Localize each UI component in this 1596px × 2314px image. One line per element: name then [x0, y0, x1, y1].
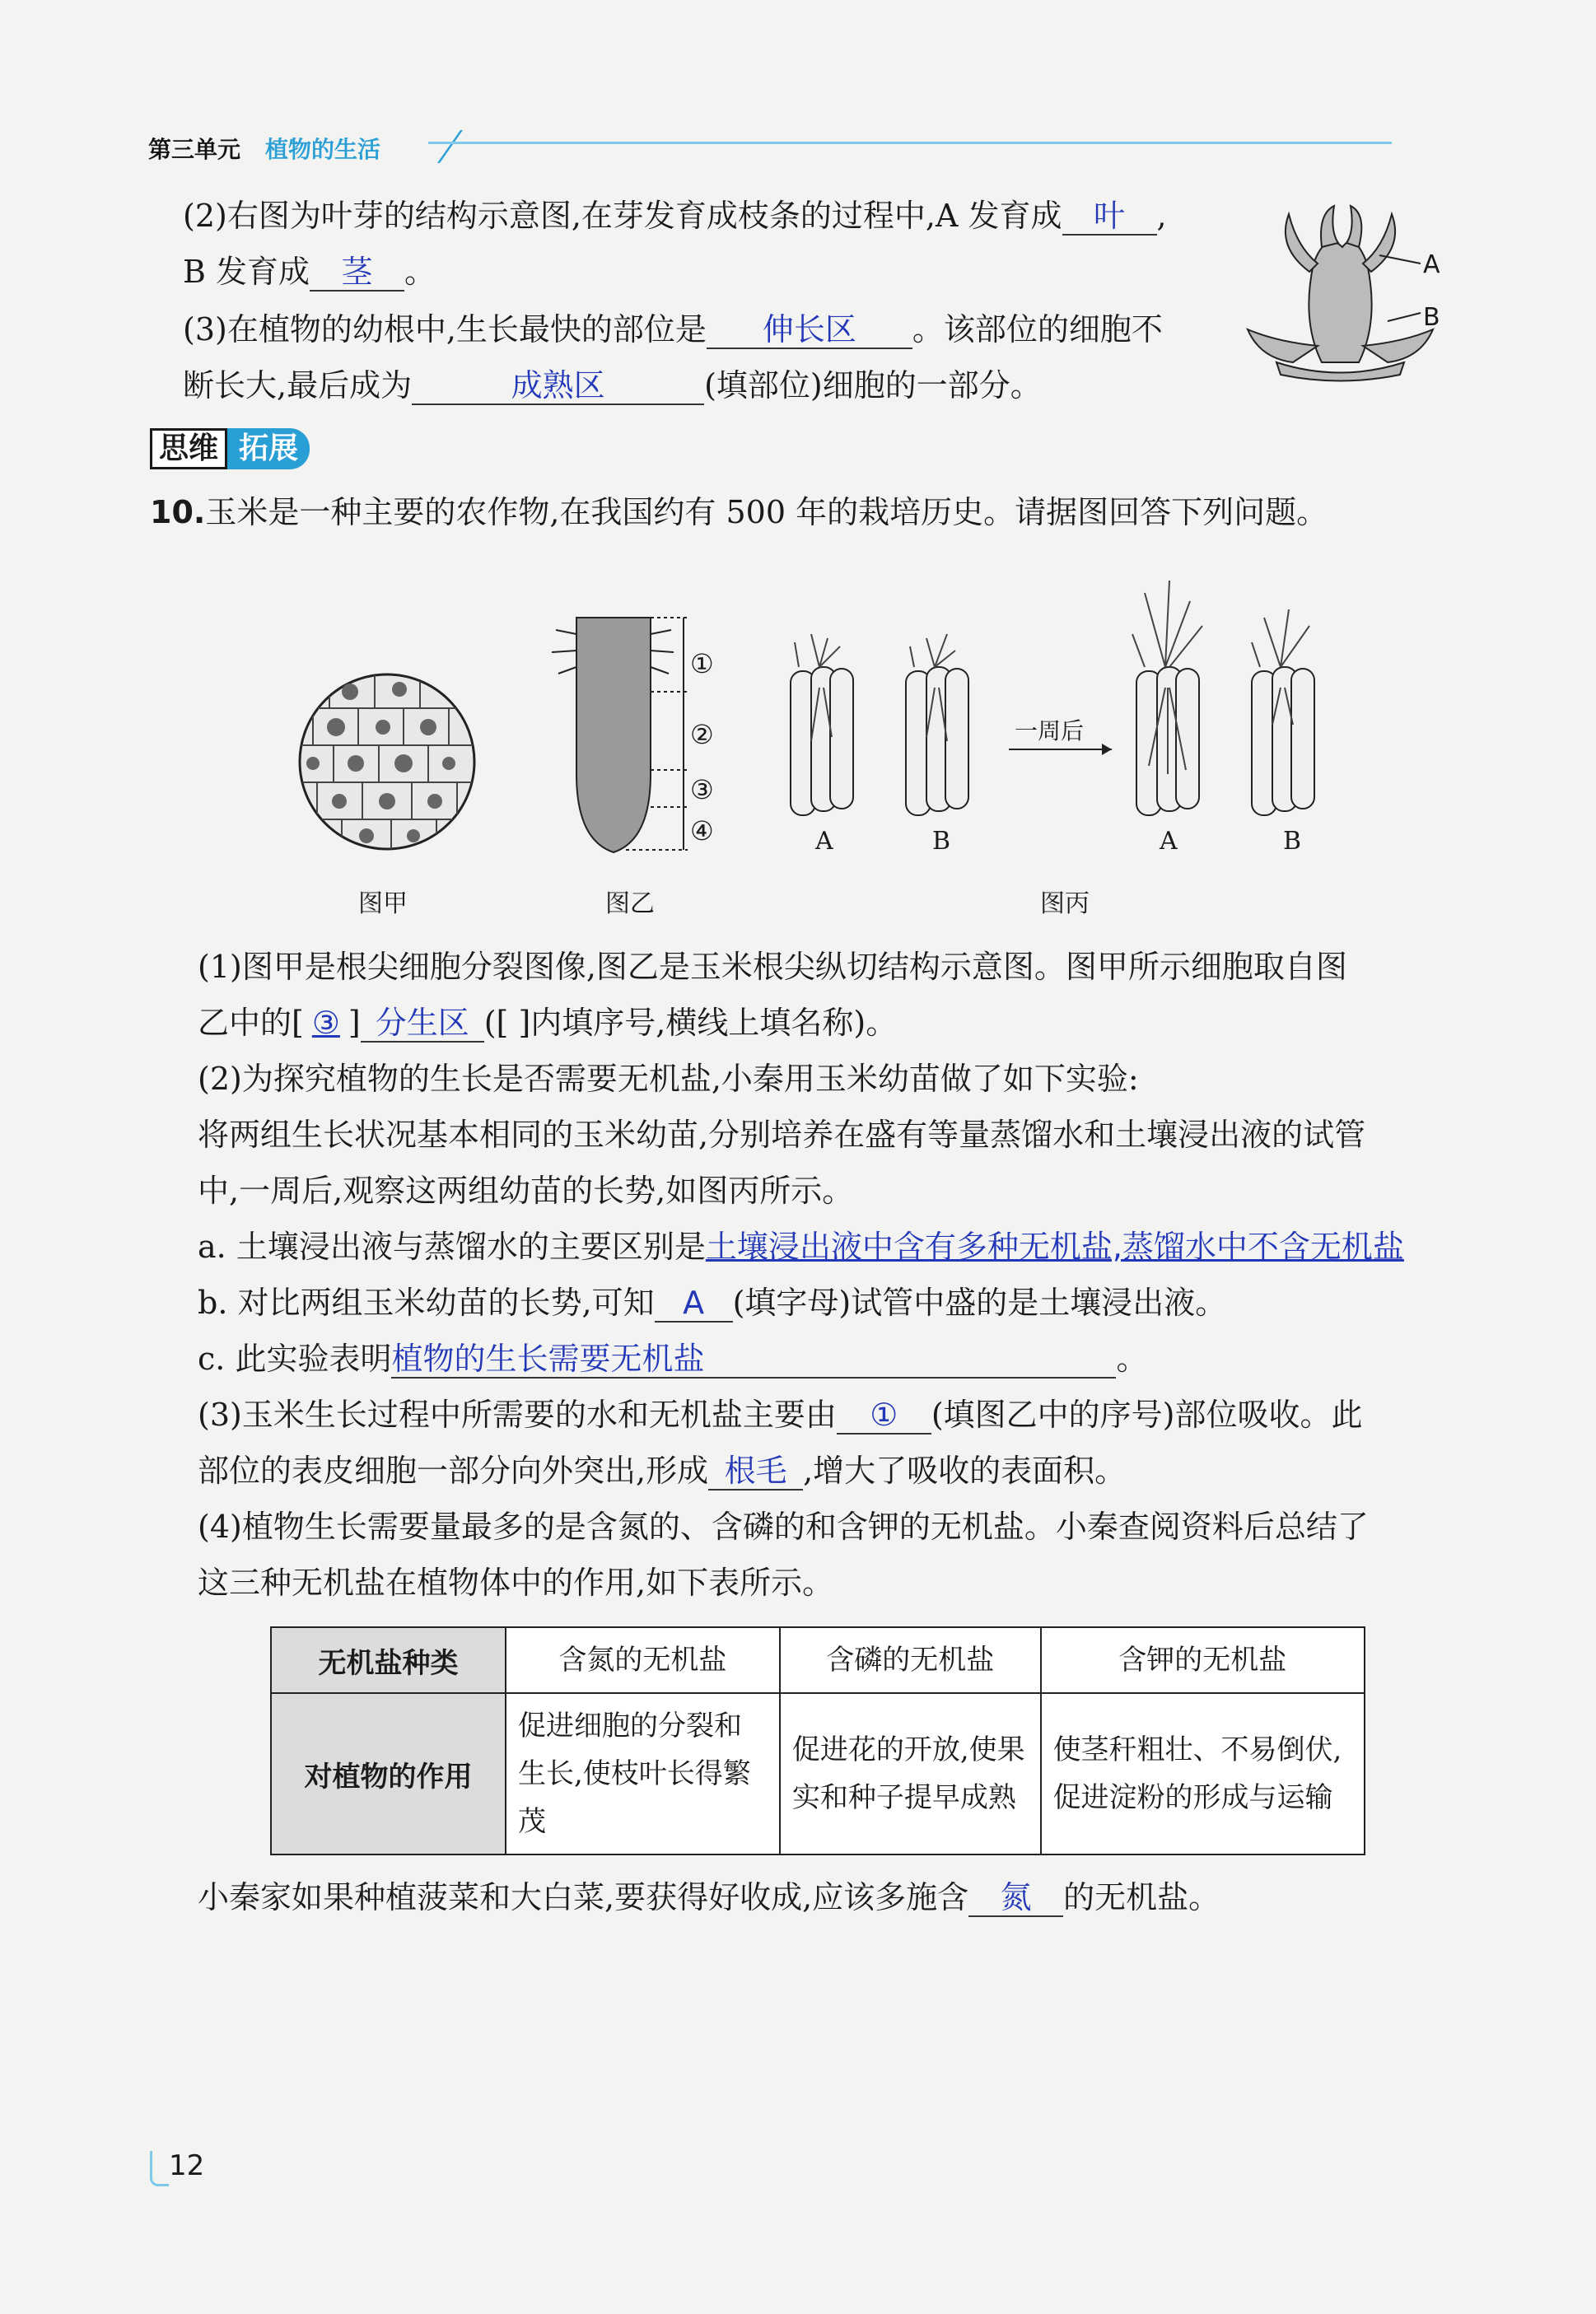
answer-blank: 分生区 [361, 1005, 484, 1043]
yi-label-2: ② [690, 719, 714, 750]
answer-blank: 茎 [310, 254, 404, 292]
bud-label-a: A [1423, 250, 1440, 279]
table-cell: 含磷的无机盐 [780, 1627, 1041, 1693]
table-cell: 促进花的开放,使果实和种子提早成熟 [780, 1693, 1041, 1854]
answer-blank: 氮 [968, 1879, 1063, 1917]
bing-arrow-label: 一周后 [1015, 717, 1085, 744]
table-cell: 使茎秆粗壮、不易倒伏,促进淀粉的形成与运输 [1041, 1693, 1365, 1854]
answer-blank: 成熟区 [412, 367, 704, 405]
table-cell: 含钾的无机盐 [1041, 1627, 1365, 1693]
fig-jia-cell-division [296, 671, 478, 852]
q9-part3-line2: 断长大,最后成为 成熟区 (填部位)细胞的一部分。 [183, 367, 1042, 404]
q9-part2-line1: (2)右图为叶芽的结构示意图,在芽发育成枝条的过程中,A 发育成 叶 , [183, 198, 1167, 234]
yi-label-3: ③ [690, 774, 714, 805]
q10-part1-line2: 乙中的[ ③ ] 分生区 ([ ]内填序号,横线上填名称)。 [198, 1005, 898, 1041]
answer-blank: 叶 [1062, 198, 1157, 236]
q10-part2-a: a. 土壤浸出液与蒸馏水的主要区别是土壤浸出液中含有多种无机盐,蒸馏水中不含无机盐 [198, 1229, 1404, 1265]
section-tag [150, 428, 310, 469]
fig-jia-caption: 图甲 [358, 889, 408, 918]
unit-title: 第三单元 [148, 136, 241, 163]
yi-label-4: ④ [690, 815, 714, 847]
q10-part3-line2: 部位的表皮细胞一部分向外突出,形成 根毛 ,增大了吸收的表面积。 [198, 1453, 1127, 1489]
q10-final-question: 小秦家如果种植菠菜和大白菜,要获得好收成,应该多施含 氮 的无机盐。 [198, 1879, 1220, 1915]
q10-part4-line1: (4)植物生长需要量最多的是含氮的、含磷的和含钾的无机盐。小秦查阅资料后总结了 [198, 1509, 1369, 1545]
table-row [271, 1693, 1365, 1854]
section-tag-part2: 拓展 [227, 428, 310, 469]
answer-blank: 植物的生长需要无机盐 [391, 1341, 1116, 1379]
answer-blank: 土壤浸出液中含有多种无机盐,蒸馏水中不含无机盐 [705, 1229, 1404, 1265]
answer-blank: 伸长区 [707, 311, 912, 349]
q9-part3-line1: (3)在植物的幼根中,生长最快的部位是 伸长区 。该部位的细胞不 [183, 311, 1163, 348]
tube-label-a-before: A [815, 827, 833, 856]
section-tag-part1: 思维 [150, 428, 227, 469]
fig-bing-caption: 图丙 [1040, 889, 1090, 918]
q10-stem: 10.玉米是一种主要的农作物,在我国约有 500 年的栽培历史。请据图回答下列问题。 [150, 494, 1328, 530]
bud-label-b: B [1423, 303, 1440, 332]
q10-part2-line1: (2)为探究植物的生长是否需要无机盐,小秦用玉米幼苗做了如下实验: [198, 1061, 1139, 1097]
table-row [271, 1627, 1365, 1693]
table-cell: 含氮的无机盐 [506, 1627, 780, 1693]
header-decoration [404, 130, 463, 163]
question-number: 10. [150, 494, 206, 530]
q10-part2-line2: 将两组生长状况基本相同的玉米幼苗,分别培养在盛有等量蒸馏水和土壤浸出液的试管 [198, 1117, 1366, 1153]
q10-part3-line1: (3)玉米生长过程中所需要的水和无机盐主要由 ① (填图乙中的序号)部位吸收。此 [198, 1397, 1363, 1433]
page-number-decoration [150, 2151, 169, 2186]
tube-label-b-after: B [1283, 827, 1302, 856]
tube-label-b-before: B [932, 827, 951, 856]
page-number: 12 [169, 2149, 205, 2182]
table-header: 无机盐种类 [271, 1627, 506, 1693]
answer-blank: ① [837, 1397, 931, 1435]
header-rule [428, 142, 1392, 144]
q10-part2-c: c. 此实验表明植物的生长需要无机盐 。 [198, 1341, 1148, 1377]
page-header [148, 132, 380, 165]
tube-label-a-after: A [1160, 827, 1178, 856]
q10-part1-line1: (1)图甲是根尖细胞分裂图像,图乙是玉米根尖纵切结构示意图。图甲所示细胞取自图 [198, 949, 1347, 985]
q9-part2-line2: B 发育成 茎 。 [183, 254, 436, 290]
yi-label-1: ① [690, 648, 714, 679]
fig-yi-root-tip [535, 609, 766, 856]
q10-part4-line2: 这三种无机盐在植物体中的作用,如下表所示。 [198, 1565, 834, 1601]
q10-part2-line3: 中,一周后,观察这两组幼苗的长势,如图丙所示。 [198, 1173, 854, 1209]
answer-blank: 根毛 [708, 1453, 803, 1491]
answer-blank: A [655, 1285, 733, 1323]
leaf-bud-diagram [1244, 198, 1458, 387]
fig-yi-caption: 图乙 [605, 889, 655, 918]
answer-blank: ③ [311, 1005, 340, 1041]
table-header: 对植物的作用 [271, 1693, 506, 1854]
topic-title: 植物的生活 [265, 136, 381, 163]
fig-bing-test-tubes [782, 576, 1359, 823]
table-cell: 促进细胞的分裂和生长,使枝叶长得繁茂 [506, 1693, 780, 1854]
mineral-salt-table [270, 1626, 1365, 1855]
q10-part2-b: b. 对比两组玉米幼苗的长势,可知 A (填字母)试管中盛的是土壤浸出液。 [198, 1285, 1227, 1321]
